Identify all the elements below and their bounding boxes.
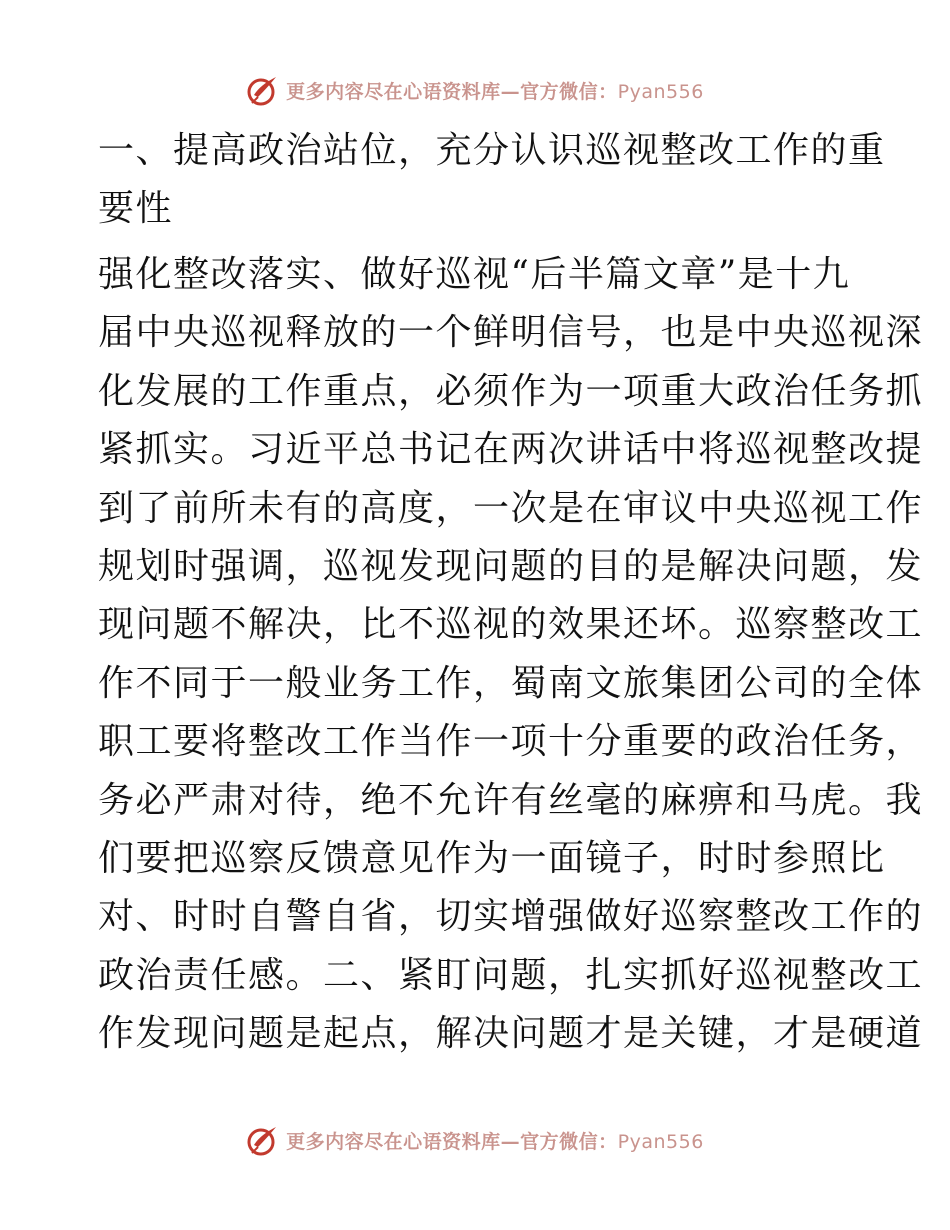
heading-line: 要性	[98, 188, 174, 229]
paragraph-line: 规划时强调，巡视发现问题的目的是解决问题，发	[98, 546, 924, 588]
watermark-header	[0, 70, 950, 110]
quill-logo-icon	[246, 73, 280, 107]
watermark-footer	[0, 1120, 950, 1160]
paragraph-line: 届中央巡视释放的一个鲜明信号，也是中央巡视深	[98, 312, 924, 354]
quill-logo-icon	[246, 1123, 280, 1157]
watermark-text: 更多内容尽在心语资料库—官方微信：Pyan556	[286, 1130, 704, 1153]
paragraph-line: 政治责任感。二、紧盯问题，扎实抓好巡视整改工	[98, 954, 924, 996]
paragraph-line: 职工要将整改工作当作一项十分重要的政治任务，	[98, 721, 924, 763]
paragraph-line: 紧抓实。习近平总书记在两次讲话中将巡视整改提	[98, 429, 924, 471]
section-heading	[98, 122, 886, 238]
body-paragraph	[98, 246, 924, 1064]
paragraph-line: 们要把巡察反馈意见作为一面镜子，时时参照比	[98, 838, 886, 880]
paragraph-line: 现问题不解决，比不巡视的效果还坏。巡察整改工	[98, 604, 924, 646]
paragraph-line: 强化整改落实、做好巡视“后半篇文章”是十九	[98, 254, 851, 295]
paragraph-line: 对、时时自警自省，切实增强做好巡察整改工作的	[98, 896, 924, 938]
paragraph-line: 务必严肃对待，绝不允许有丝毫的麻痹和马虎。我	[98, 779, 924, 821]
paragraph-line: 作发现问题是起点，解决问题才是关键，才是硬道	[98, 1013, 924, 1055]
watermark-text: 更多内容尽在心语资料库—官方微信：Pyan556	[286, 80, 704, 103]
heading-line: 一、提高政治站位，充分认识巡视整改工作的重	[98, 130, 886, 171]
paragraph-line: 化发展的工作重点，必须作为一项重大政治任务抓	[98, 370, 924, 412]
paragraph-line: 作不同于一般业务工作，蜀南文旅集团公司的全体	[98, 662, 924, 704]
paragraph-line: 到了前所未有的高度，一次是在审议中央巡视工作	[98, 487, 924, 529]
